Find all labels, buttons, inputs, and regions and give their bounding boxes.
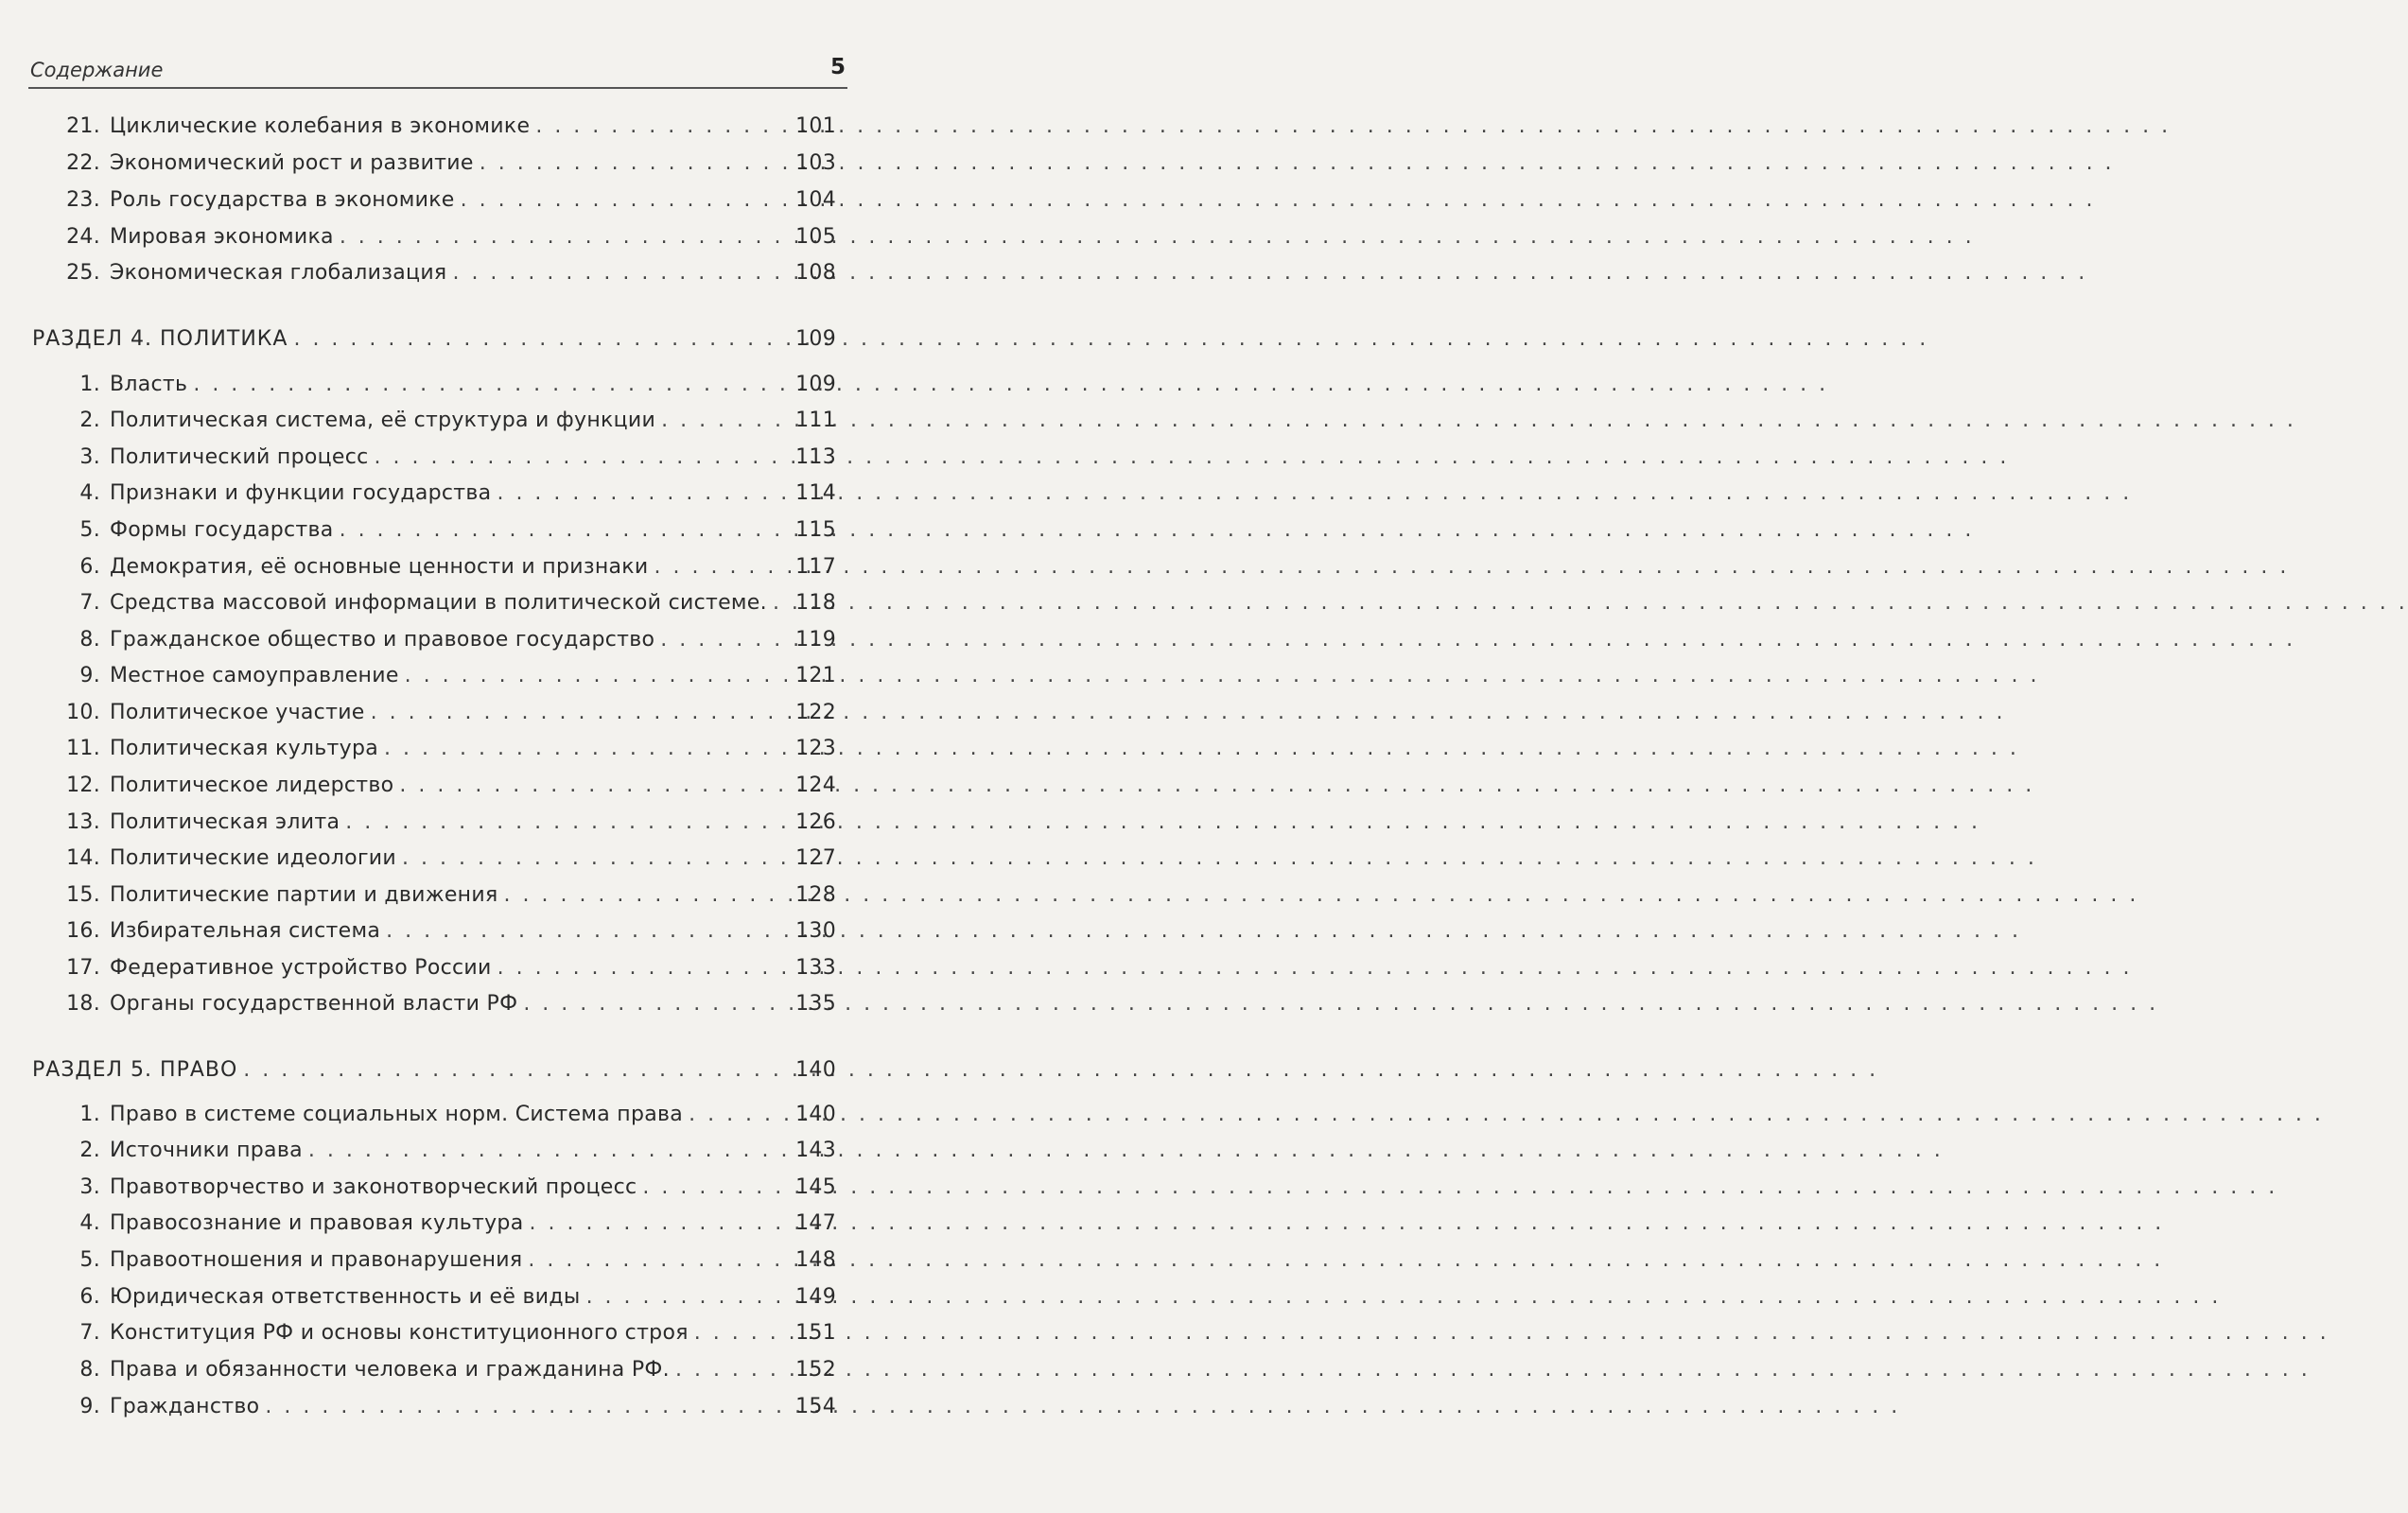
- dot-leader: [384, 737, 787, 760]
- toc-page-number: 103: [795, 151, 836, 175]
- toc-entry-title: Права и обязанности человека и гражданина РФ.: [110, 1358, 670, 1382]
- dot-leader: [340, 225, 787, 249]
- toc-entry-number: 2.: [79, 409, 100, 432]
- toc-entry-number: 9.: [79, 664, 100, 687]
- toc-entry: [59, 180, 836, 212]
- toc-entry: [59, 252, 836, 285]
- toc-entry-number: 3.: [79, 1175, 100, 1199]
- dot-leader: [345, 810, 787, 834]
- toc-page-number: 117: [795, 555, 836, 579]
- toc-entry-title: Политическая культура: [110, 737, 379, 760]
- dot-leader: [504, 883, 788, 907]
- dot-leader: [480, 151, 787, 175]
- toc-entry-title: Экономический рост и развитие: [110, 151, 474, 175]
- toc-entry-title: Федеративное устройство России: [110, 956, 492, 980]
- toc-page-number: 140: [795, 1103, 836, 1126]
- toc-page-number: 135: [795, 992, 836, 1016]
- toc-entry: [59, 983, 836, 1016]
- toc-entry: [59, 106, 836, 138]
- toc-entry-number: 11.: [66, 737, 100, 760]
- toc-entry-number: 8.: [79, 628, 100, 652]
- toc-entry-number: 12.: [66, 774, 100, 797]
- toc-page-number: 118: [795, 591, 836, 615]
- toc-entry-title: Право в системе социальных норм. Система права: [110, 1103, 684, 1126]
- toc-entry-title: Юридическая ответственность и её виды: [110, 1285, 581, 1309]
- toc-entry: [59, 911, 836, 943]
- toc-entry-number: 18.: [66, 992, 100, 1016]
- toc-page-number: 121: [795, 664, 836, 687]
- toc-entry-title: Политическая элита: [110, 810, 340, 834]
- toc-entry-title: Циклические колебания в экономике: [110, 114, 531, 138]
- dot-leader: [405, 664, 787, 687]
- running-title: Содержание: [30, 59, 164, 81]
- dot-leader: [661, 409, 787, 432]
- toc-entry: [59, 875, 836, 907]
- toc-section-heading: [32, 319, 836, 351]
- toc-entry: [59, 948, 836, 980]
- toc-page-number: 154: [795, 1395, 836, 1418]
- toc-section-title: РАЗДЕЛ 5. ПРАВО: [32, 1058, 238, 1082]
- toc-section-title: РАЗДЕЛ 4. ПОЛИТИКА: [32, 327, 288, 351]
- toc-page-number: 145: [795, 1175, 836, 1199]
- dot-leader: [375, 445, 788, 469]
- dot-leader: [340, 518, 787, 542]
- toc-entry-title: Власть: [110, 373, 188, 396]
- toc-entry-title: Роль государства в экономике: [110, 188, 455, 212]
- toc-page-number: 128: [795, 883, 836, 907]
- toc-entry: [59, 473, 836, 505]
- dot-leader: [528, 1248, 787, 1272]
- toc-entry: [59, 1130, 836, 1162]
- dot-leader: [399, 774, 787, 797]
- toc-entry-number: 22.: [66, 151, 100, 175]
- toc-page-number: 149: [795, 1285, 836, 1309]
- toc-page-number: 108: [795, 261, 836, 285]
- toc-page-number: 115: [795, 518, 836, 542]
- toc-page-number: 119: [795, 628, 836, 652]
- toc-page-number: 109: [795, 373, 836, 396]
- toc-entry: [59, 1167, 836, 1199]
- toc-page-number: 111: [795, 409, 836, 432]
- dot-leader: [265, 1395, 787, 1418]
- toc-entry-title: Политический процесс: [110, 445, 369, 469]
- toc-entry-title: Демократия, её основные ценности и признаки: [110, 555, 649, 579]
- dot-leader: [654, 555, 788, 579]
- dot-leader: [535, 114, 787, 138]
- toc-entry-number: 15.: [66, 883, 100, 907]
- toc-page-number: 143: [795, 1139, 836, 1162]
- toc-page-number: 148: [795, 1248, 836, 1272]
- toc-entry: [59, 655, 836, 687]
- toc-entry-title: Правосознание и правовая культура: [110, 1211, 524, 1235]
- toc-page-number: 101: [795, 114, 836, 138]
- dot-leader: [675, 1358, 787, 1382]
- toc-entry: [59, 1277, 836, 1309]
- toc-entry: [59, 547, 836, 579]
- dot-leader: [642, 1175, 787, 1199]
- toc-page-number: 109: [795, 327, 836, 351]
- toc-entry-number: 25.: [66, 261, 100, 285]
- toc-entry-number: 8.: [79, 1358, 100, 1382]
- toc-entry: [59, 437, 836, 469]
- toc-page-number: 147: [795, 1211, 836, 1235]
- toc-page-number: 130: [795, 919, 836, 943]
- toc-entry-number: 16.: [66, 919, 100, 943]
- toc-entry-title: Формы государства: [110, 518, 334, 542]
- table-of-contents: [0, 0, 911, 1513]
- toc-entry: [59, 692, 836, 724]
- dot-leader: [694, 1321, 787, 1345]
- dot-leader: [461, 188, 787, 212]
- toc-entry-title: Политические идеологии: [110, 846, 396, 870]
- toc-entry-number: 1.: [79, 373, 100, 396]
- toc-entry-number: 23.: [66, 188, 100, 212]
- toc-entry-title: Избирательная система: [110, 919, 381, 943]
- toc-entry: [59, 1240, 836, 1272]
- toc-entry-title: Правоотношения и правонарушения: [110, 1248, 523, 1272]
- toc-entry-number: 6.: [79, 555, 100, 579]
- toc-entry-title: Политическое участие: [110, 701, 365, 724]
- toc-entry: [59, 838, 836, 870]
- toc-entry-title: Политическая система, её структура и функции: [110, 409, 656, 432]
- toc-entry-title: Признаки и функции государства: [110, 481, 492, 505]
- toc-section-heading: [32, 1050, 836, 1082]
- dot-leader: [308, 1139, 787, 1162]
- toc-entry-title: Политические партии и движения: [110, 883, 498, 907]
- toc-entry-number: 3.: [79, 445, 100, 469]
- toc-page-number: 114: [795, 481, 836, 505]
- toc-entry-number: 17.: [66, 956, 100, 980]
- toc-entry: [59, 143, 836, 175]
- toc-entry: [59, 765, 836, 797]
- dot-leader: [386, 919, 787, 943]
- dot-leader: [193, 373, 787, 396]
- dot-leader: [293, 327, 787, 351]
- toc-page-number: 140: [795, 1058, 836, 1082]
- toc-page-number: 123: [795, 737, 836, 760]
- toc-entry-title: Политическое лидерство: [110, 774, 394, 797]
- toc-entry-number: 1.: [79, 1103, 100, 1126]
- toc-entry: [59, 400, 836, 432]
- toc-page-number: 104: [795, 188, 836, 212]
- toc-entry-number: 13.: [66, 810, 100, 834]
- toc-entry-number: 9.: [79, 1395, 100, 1418]
- dot-leader: [371, 701, 787, 724]
- toc-entry-number: 5.: [79, 1248, 100, 1272]
- toc-entry: [59, 1203, 836, 1235]
- dot-leader: [243, 1058, 787, 1082]
- toc-entry: [59, 1349, 836, 1382]
- toc-page-number: 124: [795, 774, 836, 797]
- toc-entry-number: 4.: [79, 1211, 100, 1235]
- toc-entry-title: Органы государственной власти РФ: [110, 992, 518, 1016]
- toc-entry-title: Экономическая глобализация: [110, 261, 447, 285]
- toc-entry-title: Гражданство: [110, 1395, 260, 1418]
- toc-entry: [59, 364, 836, 396]
- toc-entry-number: 7.: [79, 1321, 100, 1345]
- toc-entry-number: 14.: [66, 846, 100, 870]
- toc-page-number: 105: [795, 225, 836, 249]
- dot-leader: [529, 1211, 787, 1235]
- toc-entry-title: Правотворчество и законотворческий процесс: [110, 1175, 637, 1199]
- dot-leader: [497, 956, 787, 980]
- toc-entry-number: 2.: [79, 1139, 100, 1162]
- toc-page-number: 126: [795, 810, 836, 834]
- toc-entry: [59, 1313, 836, 1345]
- toc-page-number: 127: [795, 846, 836, 870]
- toc-page-number: 122: [795, 701, 836, 724]
- toc-entry-title: Гражданское общество и правовое государство: [110, 628, 655, 652]
- toc-entry: [59, 217, 836, 249]
- toc-entry-number: 4.: [79, 481, 100, 505]
- toc-page-number: 113: [795, 445, 836, 469]
- dot-leader: [586, 1285, 787, 1309]
- toc-entry-number: 6.: [79, 1285, 100, 1309]
- toc-entry: [59, 583, 836, 615]
- toc-entry: [59, 510, 836, 542]
- toc-page-number: 133: [795, 956, 836, 980]
- toc-entry-number: 5.: [79, 518, 100, 542]
- dot-leader: [773, 591, 787, 615]
- toc-entry-title: Мировая экономика: [110, 225, 334, 249]
- page-number: 5: [829, 55, 846, 79]
- toc-entry-title: Источники права: [110, 1139, 303, 1162]
- toc-entry-title: Конституция РФ и основы конституционного строя: [110, 1321, 689, 1345]
- dot-leader: [497, 481, 787, 505]
- toc-entry-number: 21.: [66, 114, 100, 138]
- toc-entry-number: 24.: [66, 225, 100, 249]
- toc-page-number: 151: [795, 1321, 836, 1345]
- dot-leader: [660, 628, 787, 652]
- toc-page-number: 152: [795, 1358, 836, 1382]
- toc-entry: [59, 1386, 836, 1418]
- dot-leader: [689, 1103, 787, 1126]
- toc-entry-number: 7.: [79, 591, 100, 615]
- toc-entry: [59, 1094, 836, 1126]
- toc-entry: [59, 728, 836, 760]
- toc-entry: [59, 619, 836, 652]
- dot-leader: [452, 261, 787, 285]
- toc-entry-number: 10.: [66, 701, 100, 724]
- toc-entry-title: Средства массовой информации в политической системе.: [110, 591, 767, 615]
- toc-entry: [59, 802, 836, 834]
- dot-leader: [402, 846, 787, 870]
- dot-leader: [523, 992, 787, 1016]
- toc-entry-title: Местное самоуправление: [110, 664, 399, 687]
